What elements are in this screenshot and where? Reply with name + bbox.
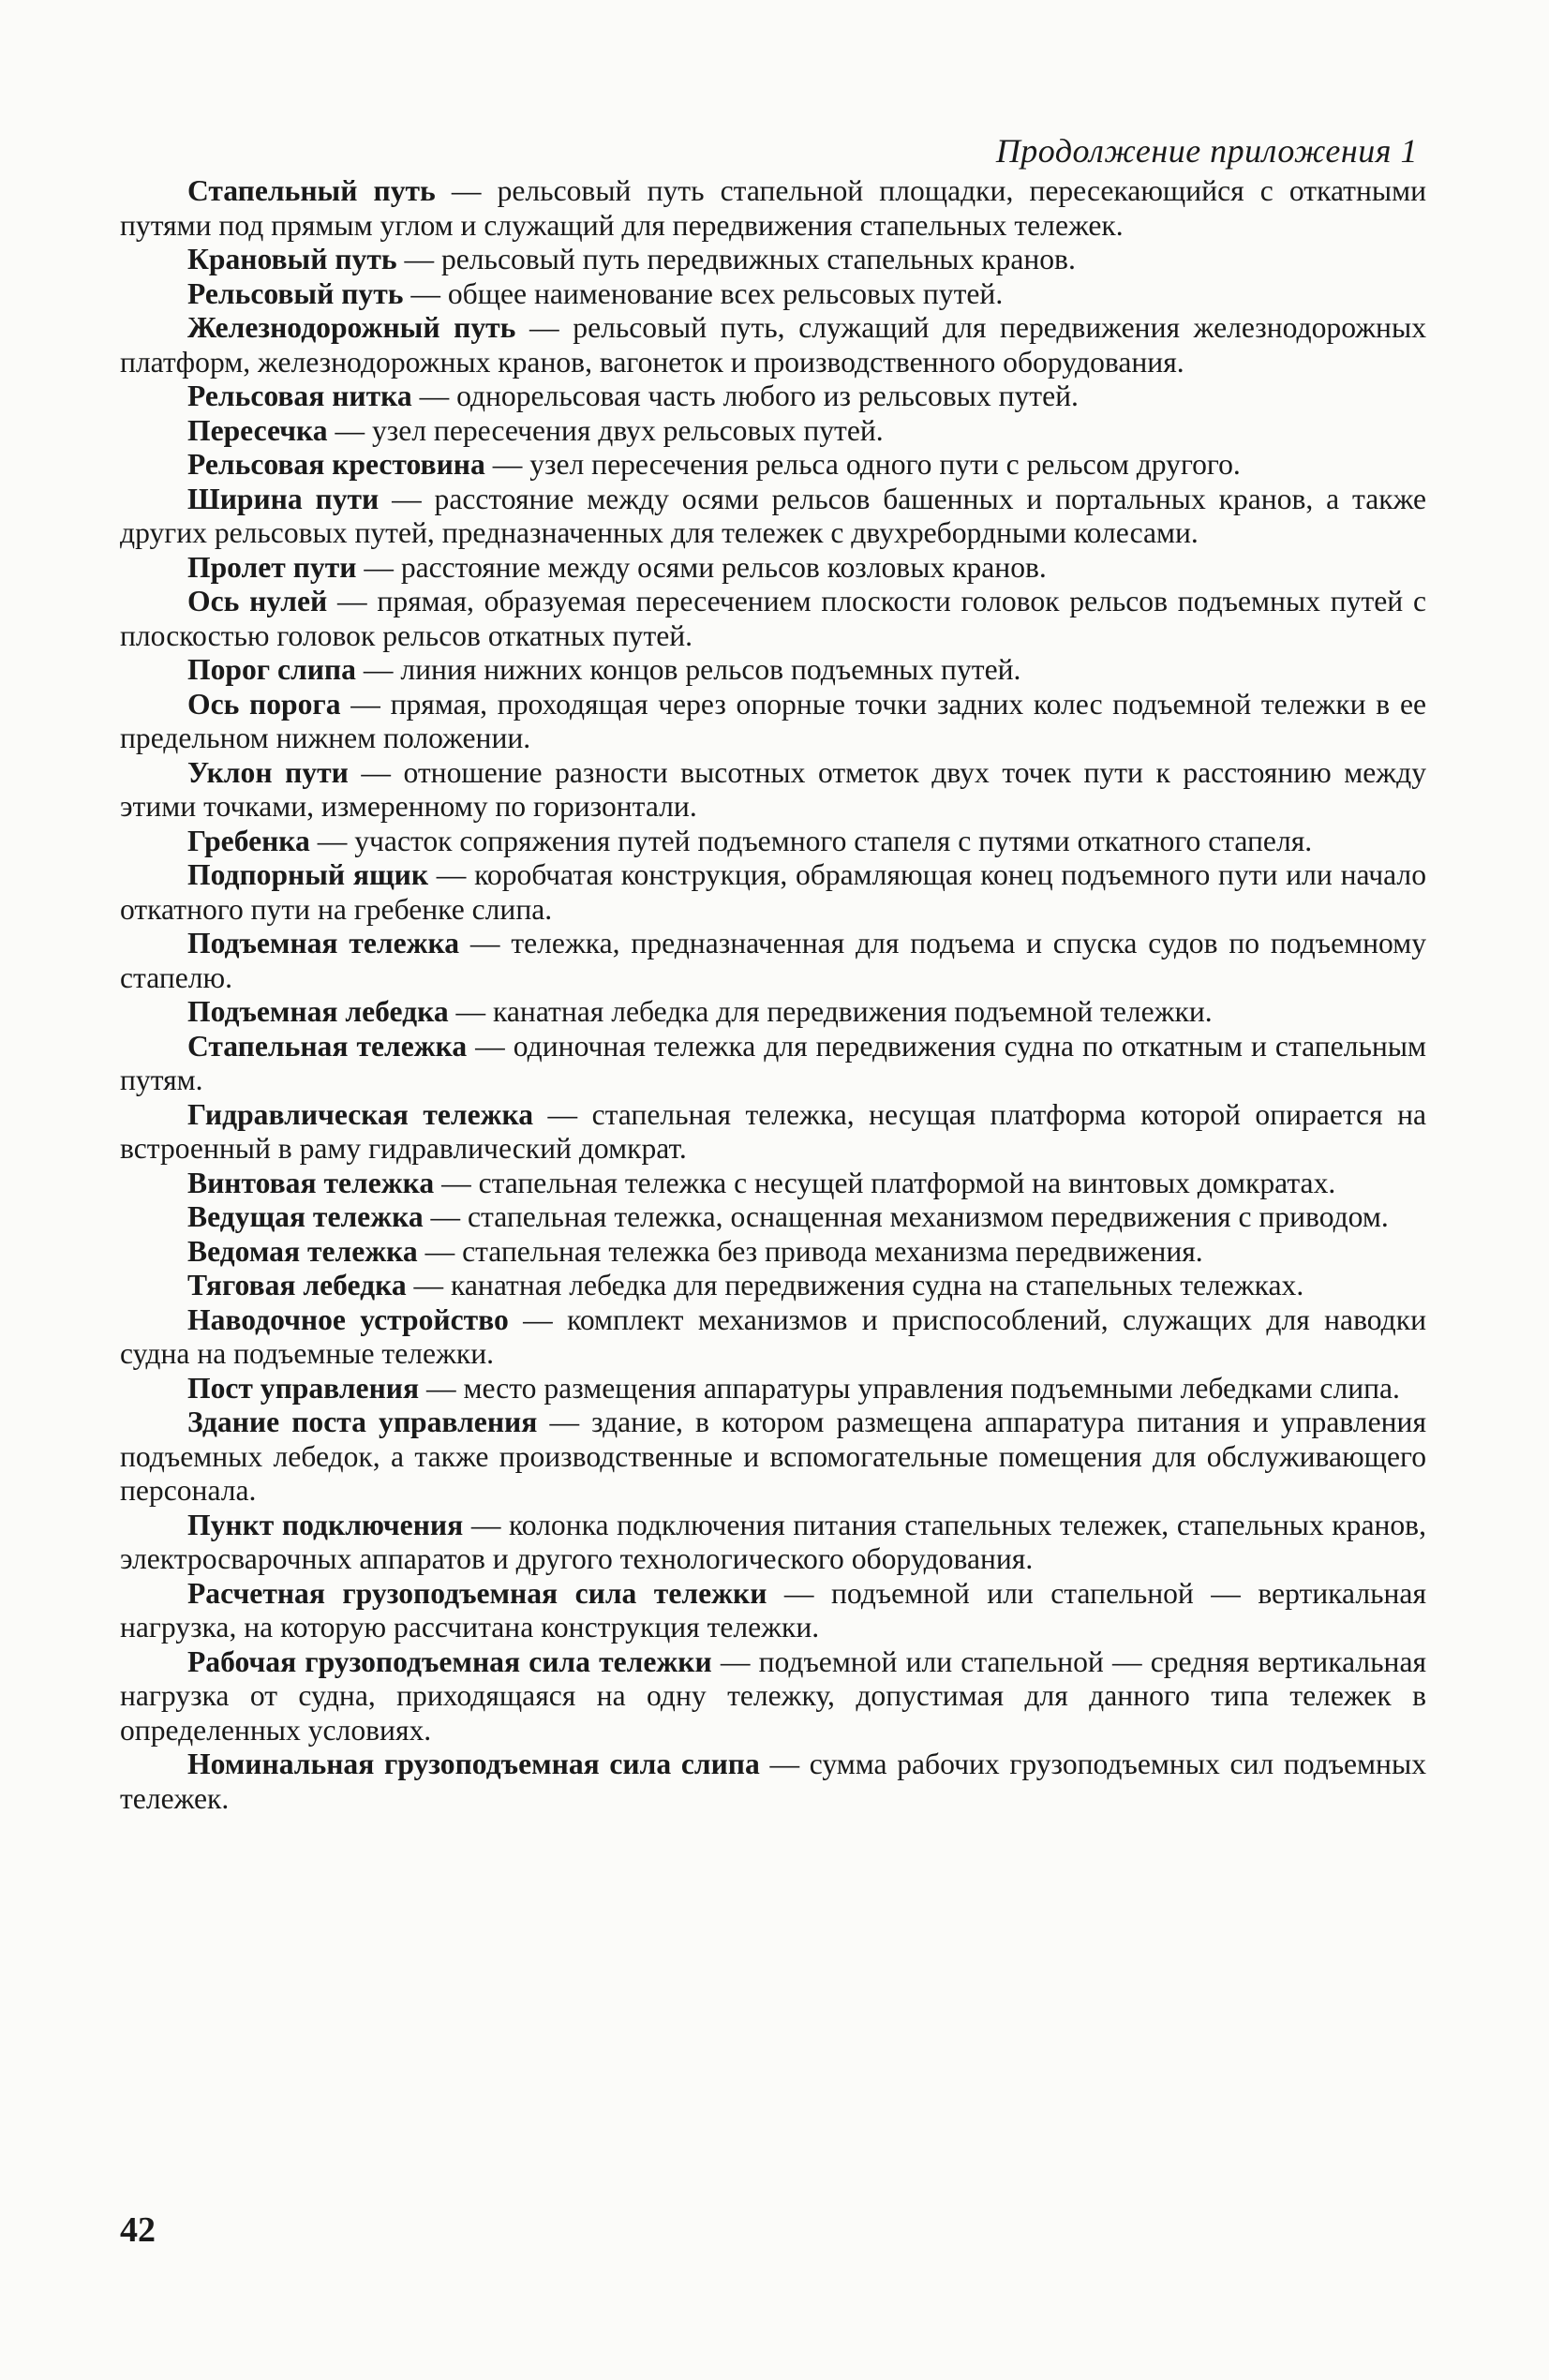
definition-entry	[120, 858, 1426, 927]
definition-entry	[120, 1748, 1426, 1816]
definition: — коробчатая конструкция, обрамляющая конец подъемного пути или начало откатного пути на гребенке слипа.	[120, 858, 1426, 926]
term: Порог слипа	[187, 653, 356, 686]
definition: — стапельная тележка без привода механизма передвижения.	[417, 1234, 1203, 1268]
term: Рабочая грузоподъемная сила тележки	[187, 1644, 712, 1678]
definition-entry	[120, 483, 1426, 551]
term: Подъемная тележка	[187, 927, 460, 959]
definition: — рельсовый путь, служащий для передвижения железнодорожных платформ, железнодорожных кранов, вагонеток и производственного оборудования.	[120, 311, 1426, 379]
term: Пролет пути	[187, 550, 357, 584]
definition: — одиночная тележка для передвижения судна по откатным и стапельным путям.	[120, 1029, 1426, 1096]
definition: — рельсовый путь передвижных стапельных кранов.	[396, 243, 1076, 275]
definition-entry	[120, 1303, 1426, 1372]
definition-entry	[120, 756, 1426, 825]
definition-entry	[120, 174, 1426, 243]
term: Стапельная тележка	[187, 1029, 468, 1063]
definition-entry	[120, 995, 1426, 1030]
definitions-list	[120, 174, 1426, 1816]
definition-entry	[120, 1577, 1426, 1645]
definition-entry	[120, 688, 1426, 756]
term: Ведомая тележка	[187, 1234, 418, 1268]
definition: — линия нижних концов рельсов подъемных путей.	[355, 653, 1021, 686]
definition: — колонка подключения питания стапельных тележек, стапельных кранов, электросварочных аппаратов и другого технологического оборудования.	[120, 1508, 1426, 1575]
definition-entry	[120, 927, 1426, 995]
definition-entry	[120, 243, 1426, 277]
definition: — однорельсовая часть любого из рельсовых путей.	[411, 379, 1079, 412]
definition: — стапельная тележка, оснащенная механизмом передвижения с приводом.	[423, 1200, 1389, 1233]
definition-entry	[120, 379, 1426, 414]
definition: — сумма рабочих грузоподъемных сил подъемных тележек.	[120, 1748, 1426, 1815]
definition: — узел пересечения рельса одного пути с рельсом другого.	[484, 448, 1241, 481]
term: Подъемная лебедка	[187, 995, 449, 1028]
definition-entry	[120, 1098, 1426, 1167]
term: Номинальная грузоподъемная сила слипа	[187, 1748, 760, 1780]
definition-entry	[120, 1235, 1426, 1270]
definition-entry	[120, 653, 1426, 688]
definition-entry	[120, 1269, 1426, 1303]
definition-entry	[120, 1200, 1426, 1235]
term: Ось нулей	[187, 585, 328, 617]
definition: — расстояние между осями рельсов козловых кранов.	[356, 550, 1047, 584]
term: Ось порога	[187, 687, 341, 721]
term: Винтовая тележка	[187, 1166, 435, 1199]
definition-entry	[120, 1406, 1426, 1509]
term: Подпорный ящик	[187, 858, 429, 891]
term: Ширина пути	[187, 482, 380, 515]
definition: — отношение разности высотных отметок двух точек пути к расстоянию между этими точками, измеренному по горизонтали.	[120, 755, 1426, 823]
term: Стапельный путь	[187, 174, 436, 207]
term: Гребенка	[187, 824, 310, 857]
definition: — стапельная тележка, несущая платформа которой опирается на встроенный в раму гидравлический домкрат.	[120, 1097, 1426, 1165]
term: Расчетная грузоподъемная сила тележки	[187, 1576, 767, 1610]
definition: — участок сопряжения путей подъемного стапеля с путями откатного стапеля.	[309, 824, 1313, 857]
definition: — узел пересечения двух рельсовых путей.	[327, 413, 884, 447]
term: Пост управления	[187, 1371, 420, 1405]
term: Рельсовая нитка	[187, 379, 412, 412]
term: Железнодорожный путь	[187, 311, 516, 344]
definition: — прямая, проходящая через опорные точки задних колес подъемной тележки в ее предельном нижнем положении.	[120, 687, 1426, 754]
term: Тяговая лебедка	[187, 1269, 407, 1302]
term: Рельсовая крестовина	[187, 448, 485, 481]
definition: — общее наименование всех рельсовых путей.	[403, 276, 1004, 310]
term: Рельсовый путь	[187, 276, 404, 310]
definition-entry	[120, 1509, 1426, 1577]
definition-entry	[120, 585, 1426, 653]
definition: — подъемной или стапельной — вертикальная нагрузка, на которую рассчитана конструкция тележки.	[120, 1576, 1426, 1644]
term: Гидравлическая тележка	[187, 1097, 534, 1131]
definition: — тележка, предназначенная для подъема и спуска судов по подъемному стапелю.	[120, 927, 1426, 994]
definition-entry	[120, 825, 1426, 859]
definition: — подъемной или стапельной — средняя вертикальная нагрузка от судна, приходящаяся на одну тележку, допустимая для данного типа тележек в определенных условиях.	[120, 1644, 1427, 1747]
definition: — прямая, образуемая пересечением плоскости головок рельсов подъемных путей с плоскостью головок рельсов откатных путей.	[120, 585, 1426, 652]
definition-entry	[120, 414, 1426, 449]
definition: — комплект механизмов и приспособлений, служащих для наводки судна на подъемные тележки.	[120, 1302, 1426, 1370]
definition-entry	[120, 1645, 1426, 1748]
term: Уклон пути	[187, 755, 349, 789]
definition-entry	[120, 277, 1426, 312]
definition-entry	[120, 448, 1426, 483]
definition-entry	[120, 1030, 1426, 1098]
definition: — канатная лебедка для передвижения подъемной тележки.	[448, 995, 1213, 1028]
definition-entry	[120, 1372, 1426, 1406]
definition: — канатная лебедка для передвижения судна на стапельных тележках.	[406, 1269, 1304, 1302]
definition-entry	[120, 551, 1426, 586]
term: Пункт подключения	[187, 1508, 464, 1541]
definition-entry	[120, 311, 1426, 379]
term: Здание поста управления	[187, 1406, 538, 1438]
definition: — место размещения аппаратуры управления подъемными лебедками слипа.	[419, 1371, 1400, 1405]
term: Пересечка	[187, 413, 328, 447]
page-number: 42	[120, 2210, 156, 2250]
definition: — стапельная тележка с несущей платформой на винтовых домкратах.	[434, 1166, 1336, 1199]
term: Крановый путь	[187, 243, 397, 275]
running-title: Продолжение приложения 1	[995, 132, 1418, 170]
term: Наводочное устройство	[187, 1302, 509, 1336]
definition: — рельсовый путь стапельной площадки, пересекающийся с откатными путями под прямым углом и служащий для передвижения стапельных тележек.	[120, 174, 1426, 242]
definition: — здание, в котором размещена аппаратура питания и управления подъемных лебедок, а также производственные и вспомогательные помещения для обслуживающего персонала.	[120, 1406, 1426, 1507]
definition-entry	[120, 1167, 1426, 1201]
term: Ведущая тележка	[187, 1200, 424, 1233]
definition: — расстояние между осями рельсов башенных и портальных кранов, а также других рельсовых путей, предназначенных для тележек с двухребордными колесами.	[120, 482, 1427, 549]
